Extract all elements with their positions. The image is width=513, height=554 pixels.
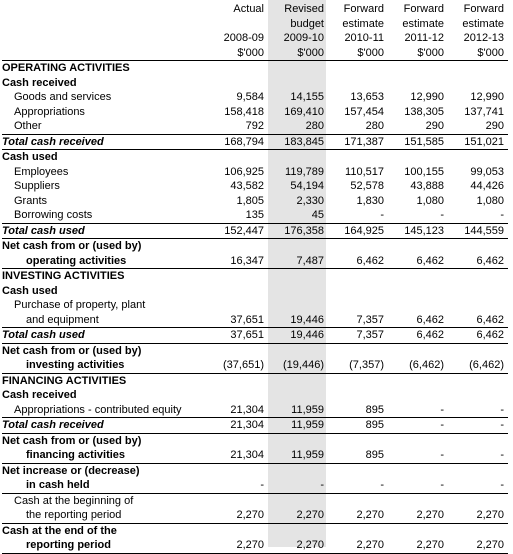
row-value [268,493,328,508]
row-value: - [388,448,448,463]
row-value [268,343,328,358]
row-value: 280 [365,120,384,132]
row-value: 1,080 [416,194,444,207]
row-value: 11,959 [268,448,328,463]
row-label: Appropriations - contributed equity [14,403,182,416]
row-label: OPERATING ACTIVITIES [2,61,208,76]
row-value [208,269,268,284]
row-value: 152,447 [208,223,268,239]
row-value [208,373,268,388]
column-header: Forward [463,3,504,15]
row-value: (6,462) [388,358,448,373]
table-row [2,538,508,553]
table-row [2,179,508,194]
row-value: 792 [245,120,264,132]
row-label: Net increase or (decrease) [2,464,140,477]
row-value [388,493,448,508]
table-row [2,493,508,508]
row-value: - [448,478,508,493]
row-value [448,150,508,165]
table-row [2,284,508,299]
column-header: Actual [233,3,264,15]
table-row [2,105,508,120]
row-value [388,150,448,165]
row-label: Borrowing costs [14,209,93,221]
table-row [2,358,508,373]
row-value: - [208,478,268,493]
row-value [388,523,448,538]
row-value: 290 [485,120,504,132]
column-header: Forward [343,3,384,15]
row-value [208,61,268,76]
row-value [448,269,508,284]
row-value [448,76,508,91]
row-value [388,76,448,91]
table-row [2,76,508,91]
row-value [208,150,268,165]
row-value: 13,653 [350,91,384,103]
row-value: 145,123 [388,223,448,239]
table-row [2,448,508,463]
row-value: 6,462 [388,328,448,344]
row-value: 151,021 [448,134,508,150]
row-value [328,269,388,284]
cash-flow-table [2,2,508,554]
row-value: 1,830 [356,194,384,207]
row-value [328,150,388,165]
column-header: 2010-11 [344,32,384,44]
row-value: 176,358 [268,223,328,239]
row-label: Net cash from or (used by) [2,240,142,252]
row-value [268,150,328,165]
row-value: 2,270 [208,538,268,553]
table-row [2,90,508,105]
row-value [328,298,388,313]
row-value [208,433,268,448]
row-value [448,433,508,448]
row-value [448,388,508,403]
row-value: 7,487 [268,254,328,269]
row-value [328,493,388,508]
row-value: - [268,478,328,493]
row-value [328,76,388,91]
row-value: (37,651) [208,358,268,373]
table-row [2,463,508,478]
row-value: 157,454 [344,105,384,118]
row-value: 290 [425,120,444,132]
column-header: 2012-13 [463,32,504,44]
row-value: 52,578 [350,180,384,192]
row-label: Total cash received [2,418,208,434]
row-value [388,433,448,448]
row-value: - [448,448,508,463]
row-value [208,239,268,254]
row-label: Employees [14,165,69,178]
row-value: 2,270 [448,538,508,553]
table-row [2,523,508,538]
row-label: in cash held [2,478,208,493]
row-value [388,463,448,478]
row-value [328,388,388,403]
row-value [388,388,448,403]
header-blank [2,17,208,32]
row-value: 2,270 [328,508,388,523]
row-value: 2,270 [328,538,388,553]
table-row [2,508,508,523]
row-value: - [500,403,504,416]
row-value: 168,794 [208,134,268,150]
row-label: Grants [14,194,48,207]
row-value [448,298,508,313]
row-value: (7,357) [328,358,388,373]
row-value [268,433,328,448]
table-row [2,254,508,269]
table-row [2,403,508,418]
column-header: estimate [462,17,504,30]
row-label: Cash used [2,151,58,163]
row-label: Purchase of property, plant [14,299,146,311]
row-value: 6,462 [416,313,444,326]
row-value [208,298,268,313]
row-value: - [380,209,384,221]
table-row [2,313,508,328]
row-value [268,76,328,91]
table-row [2,373,508,388]
row-label: FINANCING ACTIVITIES [2,374,127,387]
table-row [2,418,508,434]
row-value: 19,446 [268,328,328,344]
row-value: 44,426 [470,180,504,192]
column-header: $'000 [417,46,444,59]
row-value [328,343,388,358]
table-row [2,119,508,134]
row-value: 895 [328,418,388,434]
table-row [2,478,508,493]
row-value [388,298,448,313]
row-value: 100,155 [404,165,444,178]
row-value: 169,410 [284,105,324,118]
row-value: 2,270 [268,508,328,523]
column-header: 2011-12 [404,32,444,44]
row-label: operating activities [2,254,208,269]
row-value: 12,990 [410,91,444,103]
row-label: Net cash from or (used by) [2,434,142,447]
row-label: Total cash received [2,134,208,150]
column-header [208,17,268,32]
row-label: Cash used [2,284,58,297]
row-value: 7,357 [356,313,384,326]
row-value [388,343,448,358]
row-value [208,463,268,478]
row-label: reporting period [2,538,208,553]
row-value: 2,270 [268,538,328,553]
column-header: 2008-09 [223,32,264,44]
header-row [2,2,508,17]
row-value [448,463,508,478]
row-label: Total cash used [2,328,208,344]
row-value: 137,741 [464,105,504,118]
row-value: (6,462) [448,358,508,373]
row-value [268,373,328,388]
row-value [448,523,508,538]
row-value: 19,446 [290,313,324,326]
row-value [268,523,328,538]
header-blank [2,2,208,17]
row-value [448,343,508,358]
row-label: Total cash used [2,223,208,239]
header-blank [2,31,208,46]
row-value: 11,959 [268,418,328,434]
row-value: 16,347 [208,254,268,269]
row-value [328,61,388,76]
row-label: Suppliers [14,180,60,192]
table-row [2,150,508,165]
column-header: $'000 [297,46,324,59]
row-value [268,61,328,76]
row-value: (19,446) [268,358,328,373]
column-header: $'000 [357,46,384,59]
row-value: 37,651 [230,313,264,326]
row-value: 183,845 [268,134,328,150]
header-row [2,46,508,61]
row-value: 21,304 [208,418,268,434]
table-row [2,298,508,313]
row-value: 6,462 [448,328,508,344]
row-value: 54,194 [290,180,324,192]
row-value: 1,080 [476,194,504,207]
row-value: 6,462 [448,254,508,269]
column-header: budget [290,17,324,30]
row-value [328,239,388,254]
row-value: 895 [328,448,388,463]
row-value [388,239,448,254]
row-label: Other [14,120,42,132]
row-value: 11,959 [291,403,324,416]
row-value: 2,270 [388,508,448,523]
row-value: 14,155 [290,91,324,103]
table-row [2,165,508,180]
row-value: 43,582 [230,180,264,192]
row-value [268,463,328,478]
row-value: 6,462 [388,254,448,269]
row-value: - [448,418,508,434]
row-value [328,373,388,388]
header-row [2,17,508,32]
row-value: 6,462 [328,254,388,269]
row-value [208,343,268,358]
row-value [268,298,328,313]
row-label: Cash received [2,389,77,401]
row-value: 21,304 [208,448,268,463]
row-value [388,373,448,388]
table-row [2,269,508,284]
row-value [448,493,508,508]
row-value: - [500,209,504,221]
column-header: estimate [342,17,384,30]
row-value: 135 [245,209,264,221]
row-value [208,76,268,91]
row-label: financing activities [2,448,208,463]
table-row [2,194,508,209]
column-header: Forward [403,3,444,15]
column-header: Revised [284,3,324,15]
row-value: 280 [305,120,324,132]
row-value [388,269,448,284]
row-value [448,284,508,299]
row-value: 119,789 [285,165,324,178]
row-value: 151,585 [388,134,448,150]
table-row [2,239,508,254]
row-value: 158,418 [224,105,264,118]
row-value [268,284,328,299]
row-value: 144,559 [448,223,508,239]
row-value: 171,387 [328,134,388,150]
table-row [2,223,508,239]
table-row [2,61,508,76]
table-row [2,343,508,358]
column-header: $'000 [477,46,504,59]
row-value [448,239,508,254]
row-value: 21,304 [230,403,264,416]
row-value [208,388,268,403]
table-row [2,134,508,150]
row-value: 45 [311,209,324,221]
row-value [268,388,328,403]
row-value [268,269,328,284]
row-value [388,284,448,299]
row-value [268,239,328,254]
column-header: 2009-10 [283,32,324,44]
table-row [2,208,508,223]
row-label: Cash at the end of the [2,524,117,537]
row-value: - [328,478,388,493]
row-label: Cash received [2,76,77,89]
row-value: - [388,418,448,434]
header-row [2,31,508,46]
row-value [328,433,388,448]
table-row [2,388,508,403]
row-value [208,493,268,508]
column-header: estimate [402,17,444,30]
header-blank [2,46,208,61]
row-value [328,523,388,538]
row-value: 110,517 [345,165,384,178]
row-value: 6,462 [476,313,504,326]
row-label: investing activities [2,358,208,373]
row-label: Appropriations [14,105,85,118]
row-value: 12,990 [470,91,504,103]
row-value [328,284,388,299]
row-value: 99,053 [470,165,504,178]
row-value: 2,270 [388,538,448,553]
table-row [2,433,508,448]
row-label: Goods and services [14,91,112,103]
row-value: 164,925 [328,223,388,239]
table-row [2,328,508,344]
row-value: 2,330 [296,194,324,207]
row-value [328,463,388,478]
row-value [388,61,448,76]
row-label: Net cash from or (used by) [2,344,142,357]
row-value: - [440,403,444,416]
row-value: 43,888 [410,180,444,192]
row-value: 7,357 [328,328,388,344]
column-header: $'000 [237,46,264,59]
row-value: 106,925 [224,165,264,178]
row-value [448,373,508,388]
row-value: 2,270 [448,508,508,523]
row-value: - [388,478,448,493]
row-value: 37,651 [208,328,268,344]
row-value: 138,305 [404,105,444,118]
row-value [208,523,268,538]
row-label: the reporting period [2,508,208,523]
row-value: - [440,209,444,221]
row-value: 9,584 [236,91,264,103]
row-value [208,284,268,299]
row-value: 895 [365,403,384,416]
row-label: and equipment [26,313,99,326]
row-label: Cash at the beginning of [14,494,134,507]
row-value: 1,805 [236,194,264,207]
row-label: INVESTING ACTIVITIES [2,270,125,282]
row-value: 2,270 [208,508,268,523]
row-value [448,61,508,76]
